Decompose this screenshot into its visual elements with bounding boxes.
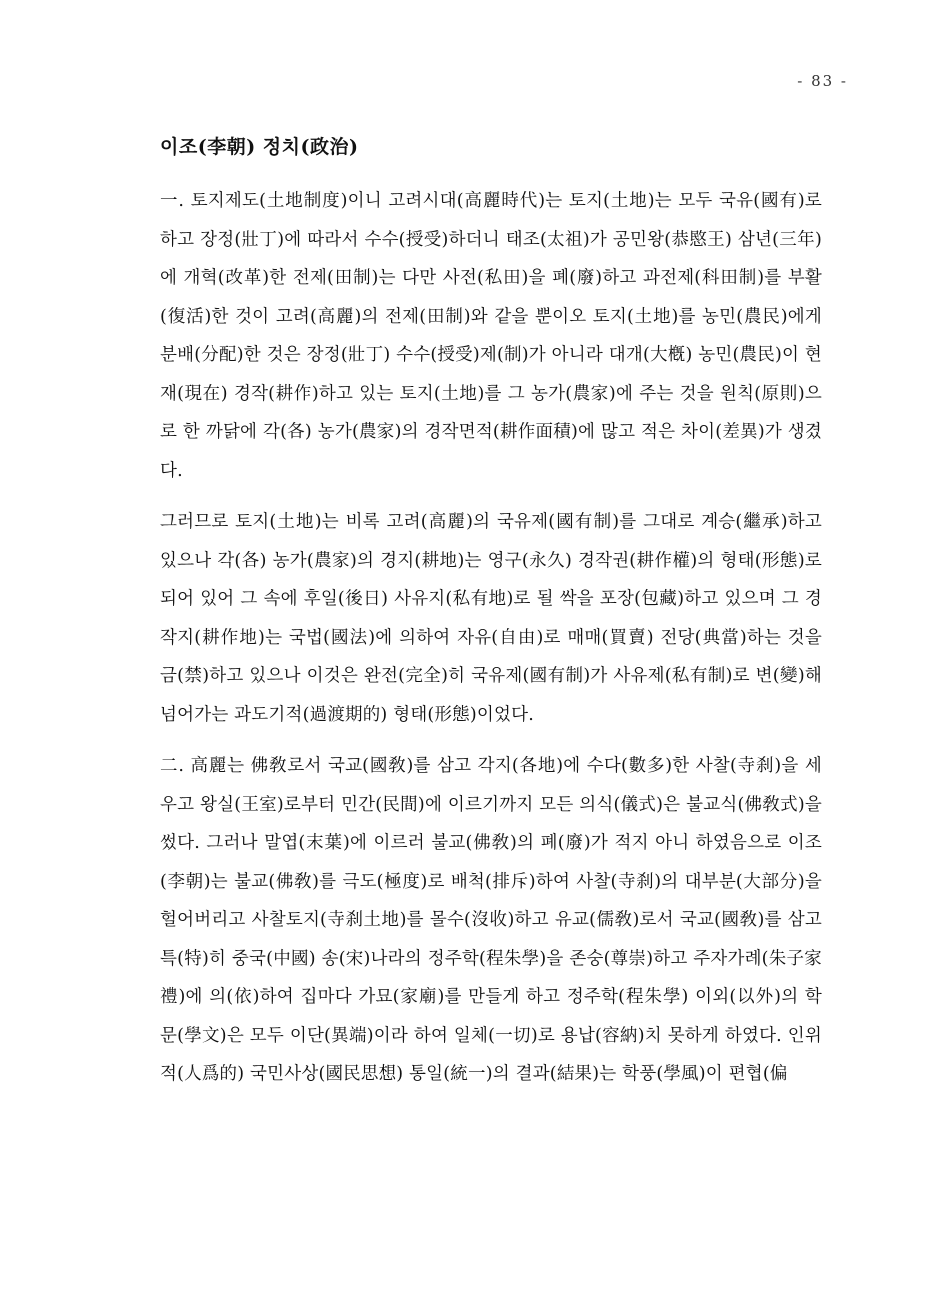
page-number: - 83 -	[797, 72, 848, 90]
body-text	[160, 182, 822, 1094]
paragraph-land-system: 一. 토지제도(土地制度)이니 고려시대(高麗時代)는 토지(土地)는 모두 국유(國有)로 하고 장정(壯丁)에 따라서 수수(授受)하더니 태조(太祖)가 공민왕(恭愍王) 삼년(三年)에 개혁(改革)한 전제(田制)는 다만 사전(私田)을 폐(廢)하고 과전제(科田制)를 부활(復活)한 것이 고려(高麗)의 전제(田制)와 같을 뿐이오 토지(土地)를 농민(農民)에게 분배(分配)한 것은 장정(壯丁) 수수(授受)제(制)가 아니라 대개(大槪) 농민(農民)이 현재(現在) 경작(耕作)하고 있는 토지(土地)를 그 농가(農家)에 주는 것을 원칙(原則)으로 한 까닭에 각(各) 농가(農家)의 경작면적(耕作面積)에 많고 적은 차이(差異)가 생겼다.	[160, 191, 822, 481]
paragraph-land-ownership: 그러므로 토지(土地)는 비록 고려(高麗)의 국유제(國有制)를 그대로 계승(繼承)하고 있으나 각(各) 농가(農家)의 경지(耕地)는 영구(永久) 경작권(耕作權)의 형태(形態)로 되어 있어 그 속에 후일(後日) 사유지(私有地)로 될 싹을 포장(包藏)하고 있으며 그 경작지(耕作地)는 국법(國法)에 의하여 자유(自由)로 매매(買賣) 전당(典當)하는 것을 금(禁)하고 있으나 이것은 완전(完全)히 국유제(國有制)가 사유제(私有制)로 변(變)해 넘어가는 과도기적(過渡期的) 형태(形態)이었다.	[160, 512, 822, 725]
section-title: 이조(李朝) 정치(政治)	[160, 136, 359, 158]
paragraph-religion: 二. 高麗는 佛敎로서 국교(國敎)를 삼고 각지(各地)에 수다(數多)한 사찰(寺刹)을 세우고 왕실(王室)로부터 민간(民間)에 이르기까지 모든 의식(儀式)은 불교식(佛敎式)을 썼다. 그러나 말엽(末葉)에 이르러 불교(佛敎)의 폐(廢)가 적지 아니 하였음으로 이조(李朝)는 불교(佛敎)를 극도(極度)로 배척(排斥)하여 사찰(寺刹)의 대부분(大部分)을 헐어버리고 사찰토지(寺刹土地)를 몰수(沒收)하고 유교(儒敎)로서 국교(國敎)를 삼고 특(特)히 중국(中國) 송(宋)나라의 정주학(程朱學)을 존숭(尊崇)하고 주자가례(朱子家禮)에 의(依)하여 집마다 가묘(家廟)를 만들게 하고 정주학(程朱學) 이외(以外)의 학문(學文)은 모두 이단(異端)이라 하여 일체(一切)로 용납(容納)치 못하게 하였다. 인위적(人爲的) 국민사상(國民思想) 통일(統一)의 결과(結果)는 학풍(學風)이 편협(偏	[160, 756, 822, 1084]
